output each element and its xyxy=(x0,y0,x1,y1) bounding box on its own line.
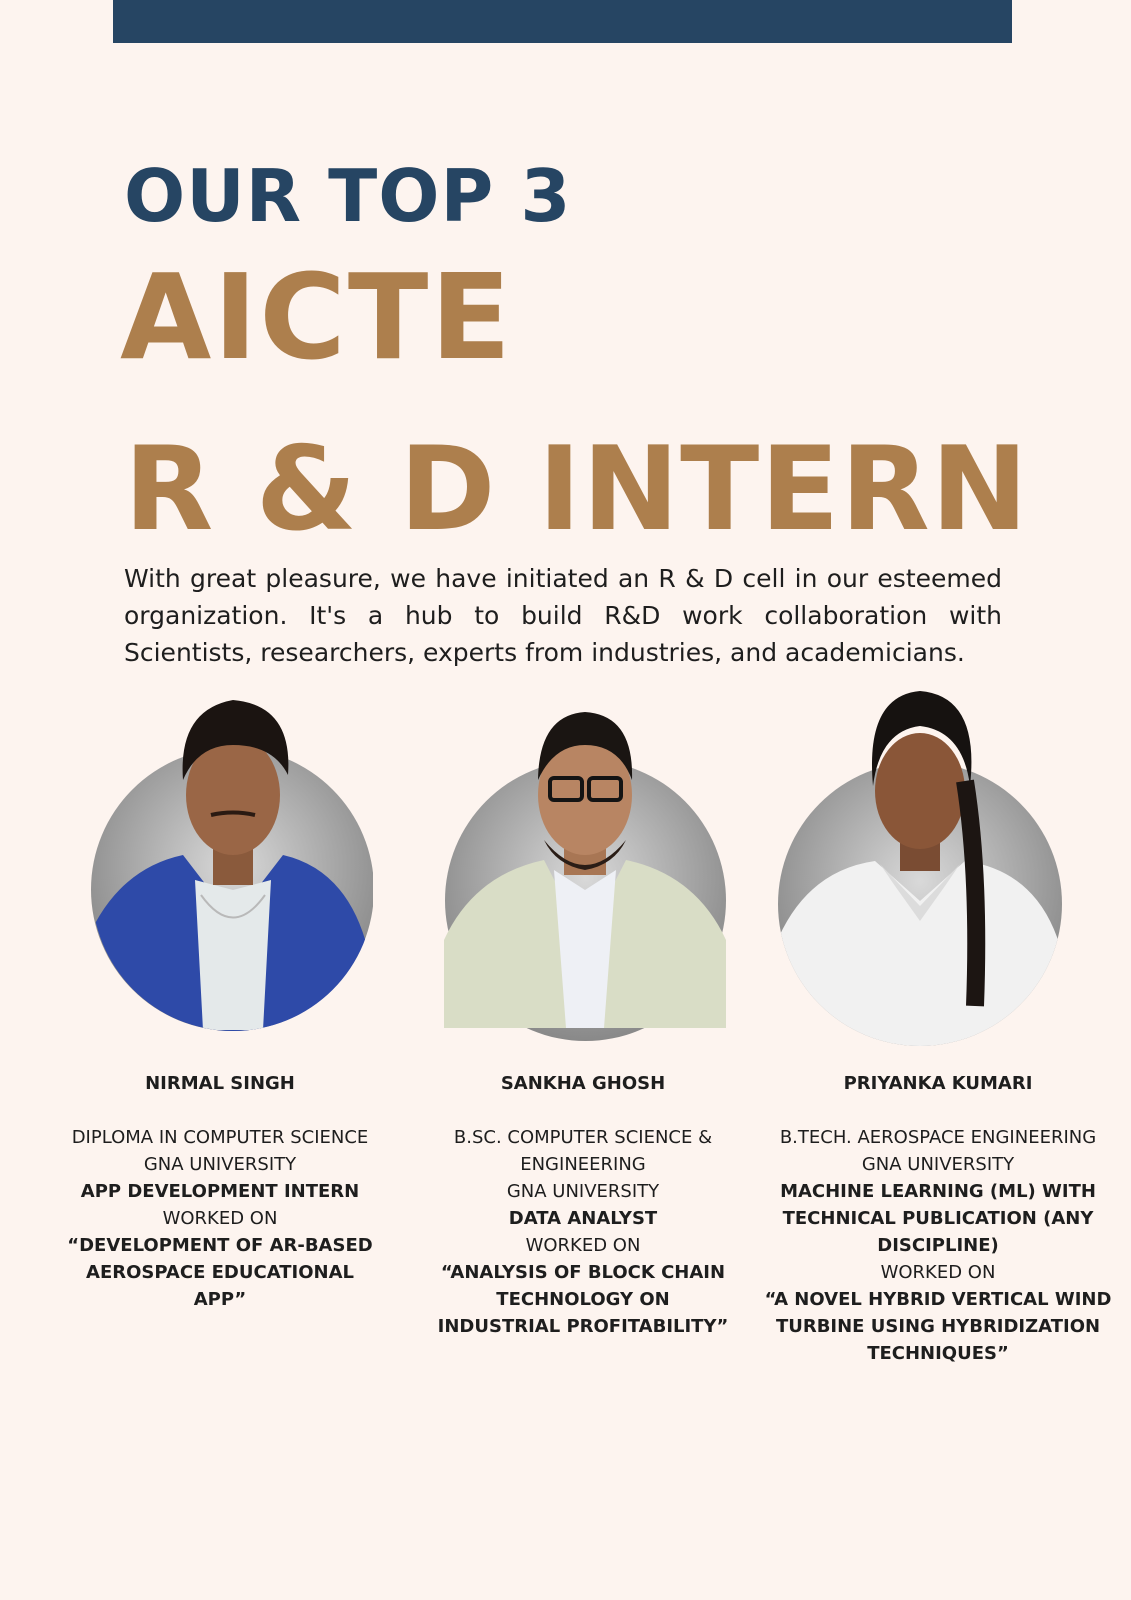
intern-detail: GNA UNIVERSITY xyxy=(143,1154,297,1175)
intern-role: APP DEVELOPMENT INTERN xyxy=(80,1181,360,1202)
intern-project: TECHNIQUES” xyxy=(867,1343,1009,1364)
person-illustration xyxy=(775,686,1070,1046)
intern-project: AEROSPACE EDUCATIONAL APP” xyxy=(86,1262,354,1310)
heading-rd-intern: R & D INTERN xyxy=(124,422,1029,557)
intern-photo-priyanka xyxy=(775,686,1070,1046)
intern-role: TECHNICAL PUBLICATION (ANY xyxy=(782,1208,1094,1229)
intern-photo-sankha xyxy=(444,700,726,1050)
intern-detail: B.SC. COMPUTER SCIENCE & xyxy=(453,1127,713,1148)
intern-project: “ANALYSIS OF BLOCK CHAIN xyxy=(440,1262,726,1283)
intro-line: organization. It's a hub to build R&D work collaboration with Scientists, xyxy=(124,601,1002,667)
intern-detail: WORKED ON xyxy=(880,1262,996,1283)
intern-detail: DIPLOMA IN COMPUTER SCIENCE xyxy=(71,1127,369,1148)
intern-role: DATA ANALYST xyxy=(508,1208,658,1229)
heading-aicte: AICTE xyxy=(120,248,513,386)
intern-project: “A NOVEL HYBRID VERTICAL WIND xyxy=(764,1289,1112,1310)
intern-card xyxy=(58,1070,382,1313)
heading-our-top-3: OUR TOP 3 xyxy=(124,154,572,238)
intern-project: INDUSTRIAL PROFITABILITY” xyxy=(437,1316,729,1337)
intro-paragraph xyxy=(124,560,1002,671)
intern-photo-nirmal xyxy=(83,690,373,1040)
intern-detail: B.TECH. AEROSPACE ENGINEERING xyxy=(779,1127,1097,1148)
intern-role: MACHINE LEARNING (ML) WITH xyxy=(780,1181,1096,1202)
intern-detail: WORKED ON xyxy=(525,1235,641,1256)
intern-detail: WORKED ON xyxy=(162,1208,278,1229)
intro-line: With great pleasure, we have initiated an R & D cell in our esteemed xyxy=(124,564,1002,593)
intern-card xyxy=(428,1070,738,1340)
intern-cards xyxy=(0,1070,1131,1370)
person-illustration xyxy=(444,700,726,1050)
intern-name: SANKHA GHOSH xyxy=(500,1073,666,1094)
intern-project: “DEVELOPMENT OF AR-BASED xyxy=(67,1235,373,1256)
intern-detail: GNA UNIVERSITY xyxy=(506,1181,660,1202)
person-illustration xyxy=(83,690,373,1040)
intern-role: DISCIPLINE) xyxy=(877,1235,999,1256)
intern-project: TURBINE USING HYBRIDIZATION xyxy=(775,1316,1101,1337)
intern-name: NIRMAL SINGH xyxy=(145,1073,295,1094)
intern-name: PRIYANKA KUMARI xyxy=(843,1073,1033,1094)
intern-detail: ENGINEERING xyxy=(520,1154,646,1175)
intern-project: TECHNOLOGY ON xyxy=(496,1289,670,1310)
intern-card xyxy=(763,1070,1113,1367)
intro-line: researchers, experts from industries, and academicians. xyxy=(260,638,965,667)
top-banner-bar xyxy=(113,0,1012,43)
intern-detail: GNA UNIVERSITY xyxy=(861,1154,1015,1175)
